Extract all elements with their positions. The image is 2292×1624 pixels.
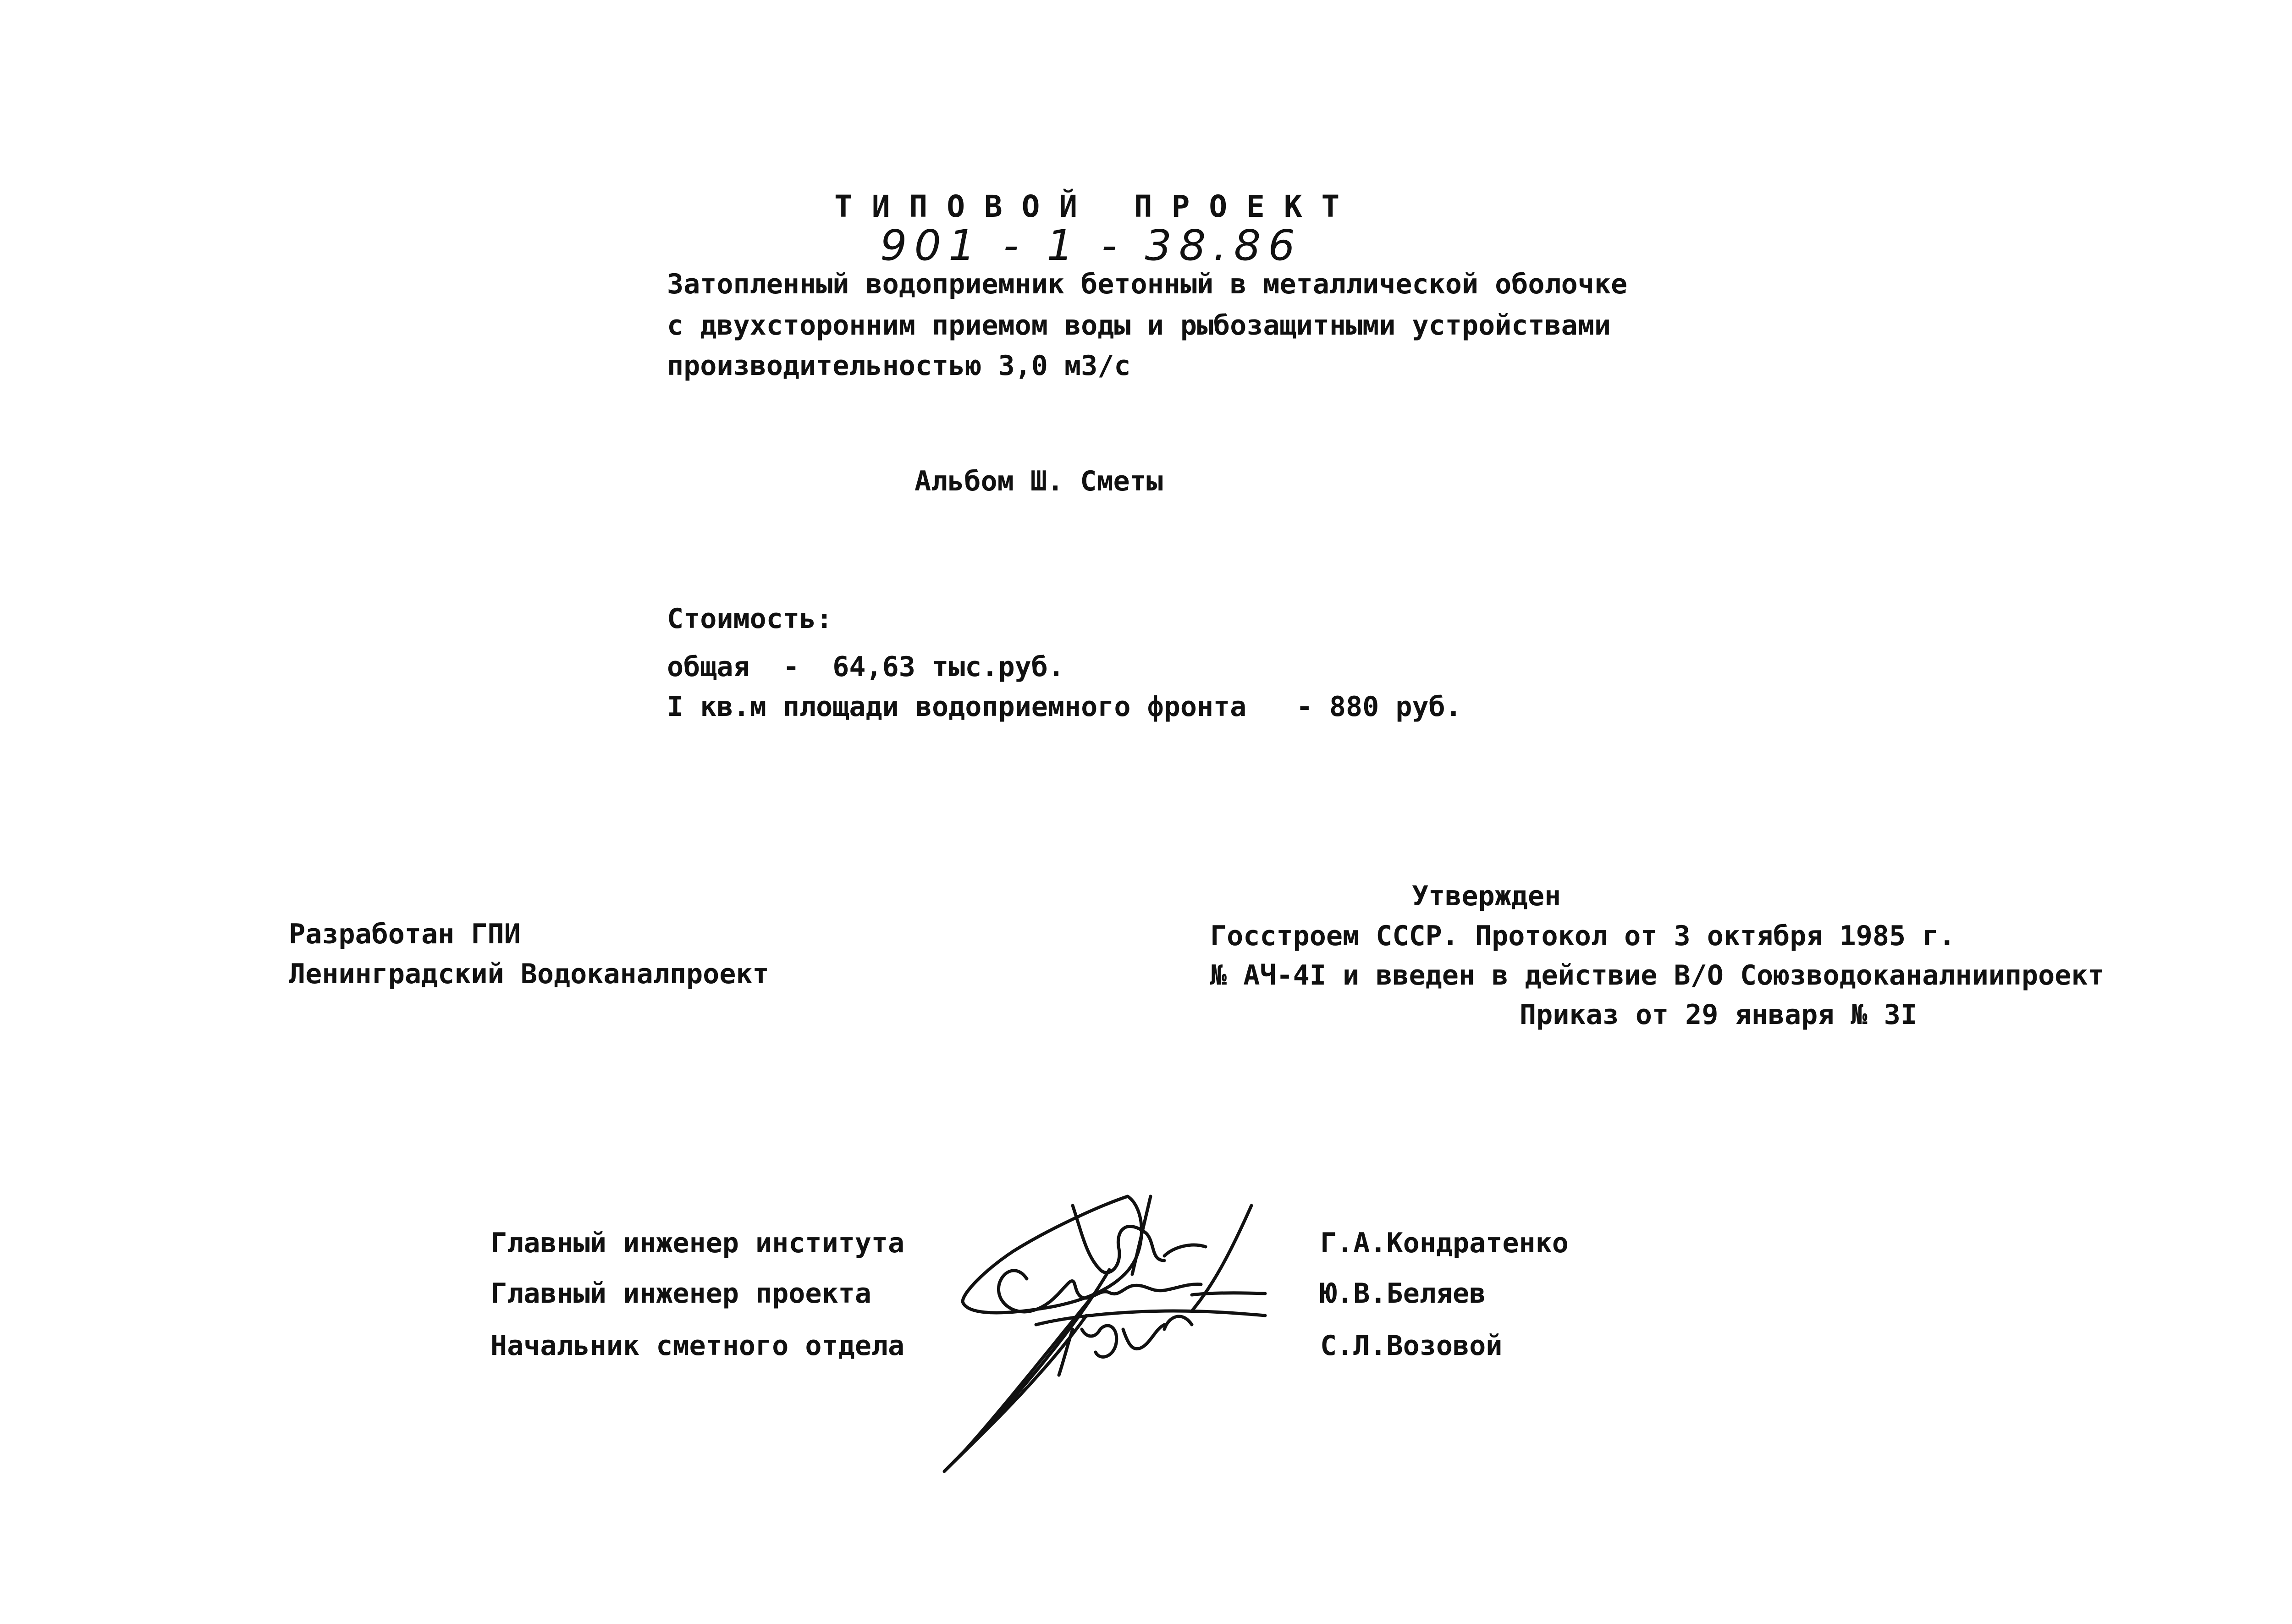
signature-stroke-14: [963, 1293, 1096, 1453]
album-title: Альбом Ш. Сметы: [915, 465, 1163, 497]
approval-line-3: Приказ от 29 января № 3I: [1520, 999, 1917, 1031]
signature-stroke-4: [1164, 1245, 1206, 1256]
description-line-3: производительностью 3,0 м3/с: [667, 350, 1131, 382]
signature-position-3: Начальник сметного отдела: [490, 1330, 905, 1362]
document-title: ТИПОВОЙ ПРОЕКТ: [834, 189, 1359, 224]
signature-stroke-10: [1082, 1326, 1117, 1357]
cost-per-sqm: I кв.м площади водоприемного фронта - 880 руб.: [667, 691, 1462, 723]
signature-position-2: Главный инженер проекта: [490, 1277, 871, 1310]
signature-name-2: Ю.В.Беляев: [1320, 1277, 1486, 1310]
approval-heading: Утвержден: [1412, 880, 1561, 912]
description-line-1: Затопленный водоприемник бетонный в металлической оболочке: [667, 268, 1628, 300]
description-line-2: с двухсторонним приемом воды и рыбозащитными устройствами: [667, 309, 1611, 341]
signature-position-1: Главный инженер института: [490, 1227, 905, 1259]
signature-stroke-12: [1164, 1316, 1192, 1329]
approval-line-1: Госстроем СССР. Протокол от 3 октября 1985 г.: [1210, 920, 1956, 952]
signature-stroke-13: [944, 1270, 1109, 1471]
approval-line-2: № АЧ-4I и введен в действие В/О Союзводоканалниипроект: [1210, 959, 2105, 991]
signature-name-3: С.Л.Возовой: [1320, 1330, 1503, 1362]
project-number: 901 - 1 - 38.86: [880, 221, 1302, 270]
developer-line-1: Разработан ГПИ: [289, 918, 521, 950]
cost-total: общая - 64,63 тыс.руб.: [667, 651, 1064, 683]
cost-heading: Стоимость:: [667, 603, 833, 635]
signature-name-1: Г.А.Кондратенко: [1320, 1227, 1569, 1259]
developer-line-2: Ленинградский Водоканалпроект: [289, 958, 769, 990]
signature-stroke-2: [1073, 1206, 1164, 1272]
signature-stroke-11: [1123, 1325, 1164, 1349]
handwritten-signatures-image: [935, 1178, 1306, 1481]
